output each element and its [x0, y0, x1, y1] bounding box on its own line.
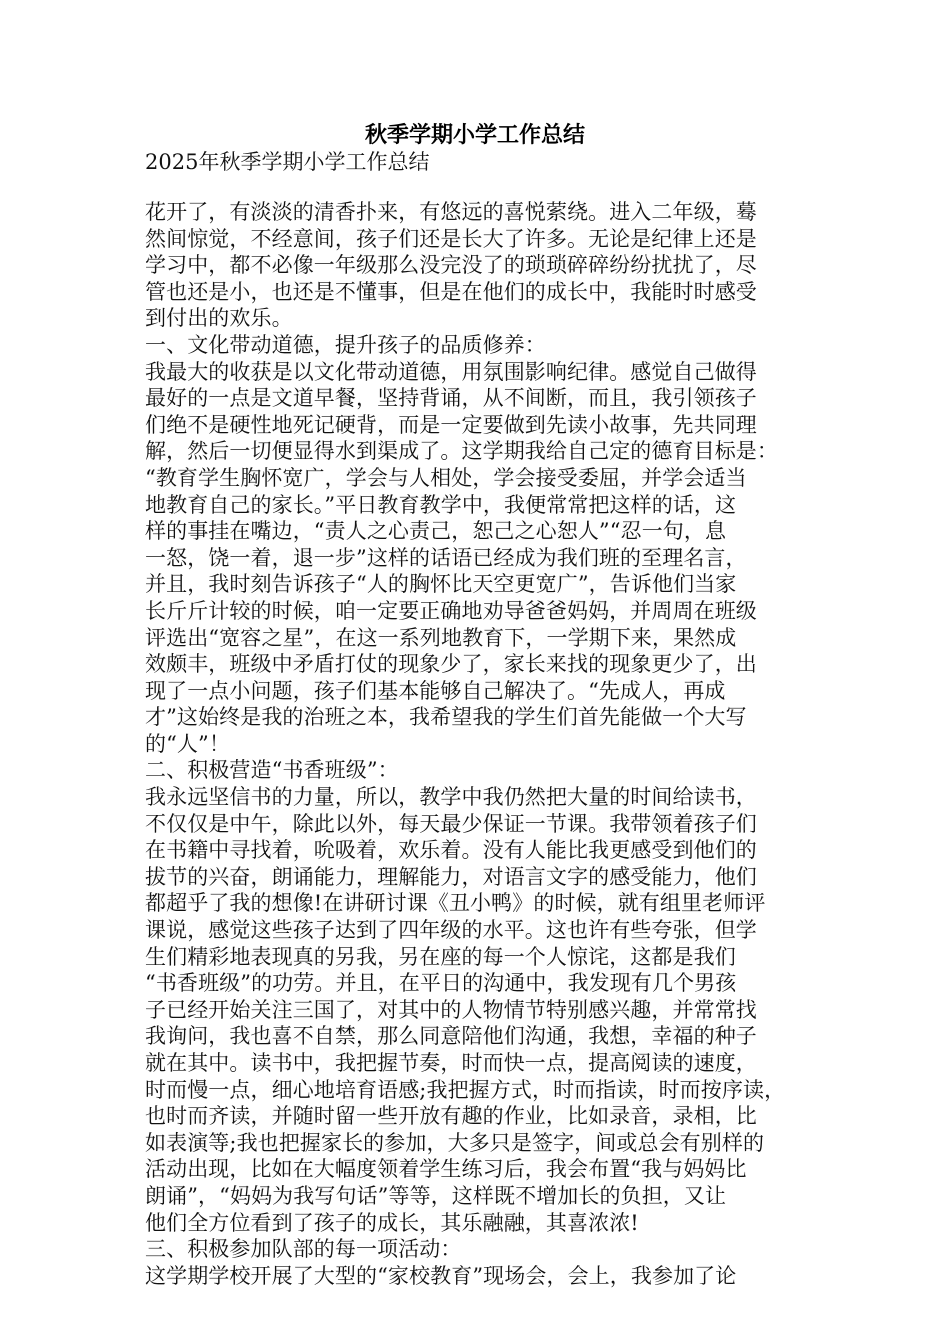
text-line: 一、文化带动道德，提升孩子的品质修养： [145, 332, 546, 357]
text-line: 管也还是小，也还是不懂事，但是在他们的成长中，我能时时感受 [145, 279, 757, 304]
text-line: 如表演等;我也把握家长的参加，大多只是签字，间或总会有别样的 [145, 1130, 765, 1155]
text-line: 时而慢一点，细心地培育语感;我把握方式，时而指读，时而按序读， [145, 1077, 786, 1102]
text-line: 样的事挂在嘴边，“责人之心责己，恕己之心恕人”“忍一句，息 [145, 519, 727, 544]
text-line: 效颇丰，班级中矛盾打仗的现象少了，家长来找的现象更少了，出 [145, 652, 757, 677]
document-title: 秋季学期小学工作总结 [364, 123, 585, 148]
text-line: 都超乎了我的想像!在讲研讨课《丑小鸭》的时候，就有组里老师评 [145, 891, 766, 916]
text-line: 一怒，饶一着，退一步”这样的话语已经成为我们班的至理名言， [145, 545, 747, 570]
text-line: 拔节的兴奋，朗诵能力，理解能力，对语言文字的感受能力，他们 [145, 864, 757, 889]
text-line: 最好的一点是文道早餐，坚持背诵，从不间断，而且，我引领孩子 [145, 386, 757, 411]
text-line: 解，然后一切便显得水到渠成了。这学期我给自己定的德育目标是： [145, 439, 778, 464]
text-line: 他们全方位看到了孩子的成长，其乐融融，其喜浓浓! [145, 1210, 639, 1235]
text-line: 我永远坚信书的力量，所以，教学中我仍然把大量的时间给读书， [145, 785, 757, 810]
text-line: 活动出现，比如在大幅度领着学生练习后，我会布置“我与妈妈比 [145, 1157, 747, 1182]
text-line: 然间惊觉，不经意间，孩子们还是长大了许多。无论是纪律上还是 [145, 226, 757, 251]
text-line: 的“人”！ [145, 731, 230, 756]
text-line: 二、积极营造“书香班级”： [145, 758, 399, 783]
text-line: 生们精彩地表现真的另我，另在座的每一个人惊诧，这都是我们 [145, 944, 736, 969]
text-line: 就在其中。读书中，我把握节奏，时而快一点，提高阅读的速度， [145, 1051, 757, 1075]
text-line: 子已经开始关注三国了，对其中的人物情节特别感兴趣，并常常找 [145, 997, 757, 1022]
text-line: 并且，我时刻告诉孩子“人的胸怀比天空更宽广”，告诉他们当家 [145, 572, 737, 597]
text-line: 现了一点小问题，孩子们基本能够自己解决了。“先成人，再成 [145, 678, 726, 703]
text-line: 们绝不是硬性地死记硬背，而是一定要做到先读小故事，先共同理 [145, 412, 757, 437]
text-line: 才”这始终是我的治班之本，我希望我的学生们首先能做一个大写 [145, 705, 747, 730]
text-line: 三、积极参加队部的每一项活动： [145, 1237, 462, 1262]
text-line: 长斤斤计较的时候，咱一定要正确地劝导爸爸妈妈，并周周在班级 [145, 598, 757, 623]
text-line: 课说，感觉这些孩子达到了四年级的水平。这也许有些夸张，但学 [145, 918, 757, 943]
text-line: 在书籍中寻找着，吮吸着，欢乐着。没有人能比我更感受到他们的 [145, 838, 757, 863]
text-line: 我最大的收获是以文化带动道德，用氛围影响纪律。感觉自己做得 [145, 359, 757, 384]
document-subtitle: 2025年秋季学期小学工作总结 [145, 150, 430, 174]
text-line: 学习中，都不必像一年级那么没完没了的琐琐碎碎纷纷扰扰了，尽 [145, 253, 757, 278]
text-line: 花开了，有淡淡的清香扑来，有悠远的喜悦萦绕。进入二年级，蓦 [145, 200, 757, 224]
text-line: “书香班级”的功劳。并且，在平日的沟通中，我发现有几个男孩 [145, 971, 737, 996]
text-line: “教育学生胸怀宽广，学会与人相处，学会接受委屈，并学会适当 [145, 465, 747, 490]
text-line: 我询问，我也喜不自禁，那么同意陪他们沟通，我想，幸福的种子 [145, 1024, 757, 1049]
document-body [145, 199, 825, 1289]
text-line: 不仅仅是中午，除此以外，每天最少保证一节课。我带领着孩子们 [145, 811, 757, 836]
text-line: 朗诵”，“妈妈为我写句话”等等，这样既不增加长的负担，又让 [145, 1183, 727, 1208]
text-line: 到付出的欢乐。 [145, 306, 293, 331]
text-line: 评选出“宽容之星”，在这一系列地教育下，一学期下来，果然成 [145, 625, 737, 650]
text-line: 地教育自己的家长。”平日教育教学中，我便常常把这样的话，这 [145, 492, 737, 517]
text-line: 这学期学校开展了大型的“家校教育”现场会，会上，我参加了论 [145, 1263, 737, 1288]
text-line: 也时而齐读，并随时留一些开放有趣的作业，比如录音，录相，比 [145, 1104, 757, 1129]
